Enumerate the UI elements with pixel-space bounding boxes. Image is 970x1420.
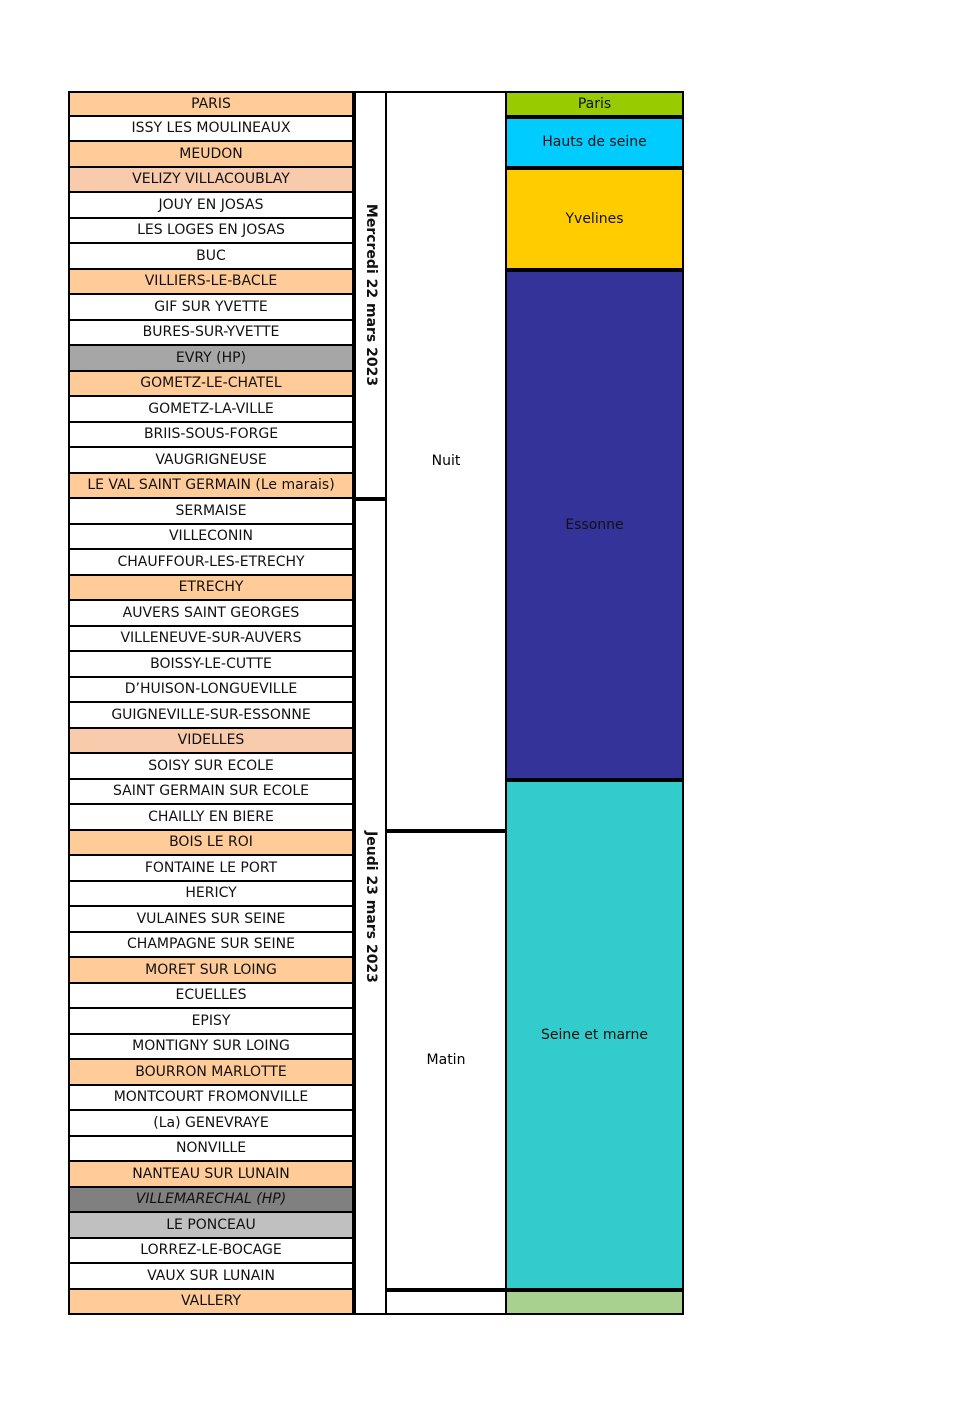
town-cell: D’HUISON-LONGUEVILLE — [68, 676, 354, 704]
town-cell: GUIGNEVILLE-SUR-ESSONNE — [68, 701, 354, 729]
town-cell: GOMETZ-LE-CHATEL — [68, 370, 354, 398]
town-cell: (La) GENEVRAYE — [68, 1109, 354, 1137]
town-cell: ISSY LES MOULINEAUX — [68, 115, 354, 143]
department-cell: Yvelines — [505, 168, 684, 270]
town-cell: VIDELLES — [68, 727, 354, 755]
town-cell: LE PONCEAU — [68, 1211, 354, 1239]
period-cell: Matin — [387, 831, 505, 1290]
department-cell — [505, 1290, 684, 1316]
town-cell: GOMETZ-LA-VILLE — [68, 395, 354, 423]
town-cell: VILLENEUVE-SUR-AUVERS — [68, 625, 354, 653]
town-cell: ETRECHY — [68, 574, 354, 602]
town-cell: GIF SUR YVETTE — [68, 293, 354, 321]
town-cell: LES LOGES EN JOSAS — [68, 217, 354, 245]
department-cell: Hauts de seine — [505, 117, 684, 168]
town-cell: LORREZ-LE-BOCAGE — [68, 1237, 354, 1265]
town-cell: SOISY SUR ECOLE — [68, 752, 354, 780]
town-cell: VAUGRIGNEUSE — [68, 446, 354, 474]
town-cell: SAINT GERMAIN SUR ECOLE — [68, 778, 354, 806]
date-cell — [354, 499, 387, 1315]
town-cell: EVRY (HP) — [68, 344, 354, 372]
town-cell: FONTAINE LE PORT — [68, 854, 354, 882]
town-cell: VILLECONIN — [68, 523, 354, 551]
town-cell: MEUDON — [68, 140, 354, 168]
date-label: Mercredi 22 mars 2023 — [362, 203, 379, 387]
town-cell: MONTIGNY SUR LOING — [68, 1033, 354, 1061]
town-cell: NANTEAU SUR LUNAIN — [68, 1160, 354, 1188]
town-cell: VULAINES SUR SEINE — [68, 905, 354, 933]
town-cell: NONVILLE — [68, 1135, 354, 1163]
town-cell: VILLEMARECHAL (HP) — [68, 1186, 354, 1214]
department-cell: Essonne — [505, 270, 684, 780]
town-cell: AUVERS SAINT GEORGES — [68, 599, 354, 627]
town-cell: VILLIERS-LE-BACLE — [68, 268, 354, 296]
town-cell: SERMAISE — [68, 497, 354, 525]
town-cell: VAUX SUR LUNAIN — [68, 1262, 354, 1290]
town-cell: JOUY EN JOSAS — [68, 191, 354, 219]
town-cell: CHAMPAGNE SUR SEINE — [68, 931, 354, 959]
town-cell: MONTCOURT FROMONVILLE — [68, 1084, 354, 1112]
town-cell: MORET SUR LOING — [68, 956, 354, 984]
town-cell: BOURRON MARLOTTE — [68, 1058, 354, 1086]
town-cell: BURES-SUR-YVETTE — [68, 319, 354, 347]
period-cell: Nuit — [387, 91, 505, 831]
town-cell: BRIIS-SOUS-FORGE — [68, 421, 354, 449]
department-cell: Seine et marne — [505, 780, 684, 1290]
town-cell: CHAILLY EN BIERE — [68, 803, 354, 831]
town-cell: BOIS LE ROI — [68, 829, 354, 857]
period-cell — [387, 1290, 505, 1316]
date-label: Jeudi 23 mars 2023 — [362, 831, 379, 983]
town-cell: CHAUFFOUR-LES-ETRECHY — [68, 548, 354, 576]
town-cell: HERICY — [68, 880, 354, 908]
town-cell: ECUELLES — [68, 982, 354, 1010]
town-cell: BOISSY-LE-CUTTE — [68, 650, 354, 678]
town-cell: PARIS — [68, 91, 354, 117]
town-cell: VALLERY — [68, 1288, 354, 1316]
town-cell: EPISY — [68, 1007, 354, 1035]
department-cell: Paris — [505, 91, 684, 117]
date-cell — [354, 91, 387, 499]
town-cell: BUC — [68, 242, 354, 270]
town-cell: LE VAL SAINT GERMAIN (Le marais) — [68, 472, 354, 500]
town-cell: VELIZY VILLACOUBLAY — [68, 166, 354, 194]
